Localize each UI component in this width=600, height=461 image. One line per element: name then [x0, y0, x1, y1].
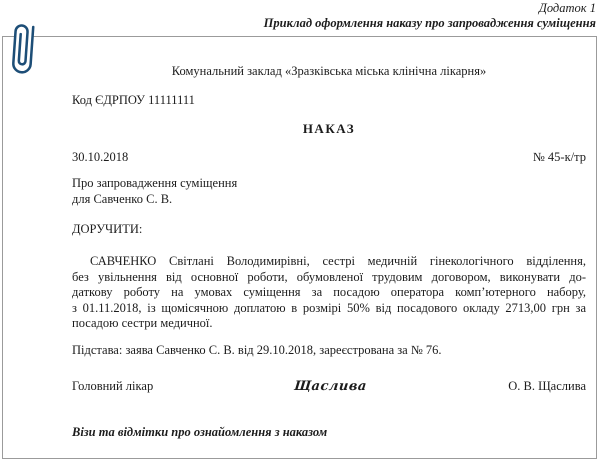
directive-heading: ДОРУЧИТИ:: [72, 222, 143, 236]
appendix-label: Додаток 1: [538, 1, 596, 15]
order-title: НАКАЗ: [302, 121, 356, 136]
body-line: з 01.11.2018, із щомісячною доплатою в розмірі 50% від посадового окладу 2713,00 грн за: [72, 300, 586, 315]
document-page: [2, 36, 597, 459]
signer-position: Головний лікар: [72, 378, 154, 393]
order-subject: [72, 176, 586, 207]
paperclip-icon: [5, 17, 41, 81]
order-date: 30.10.2018: [72, 150, 129, 164]
subject-line-1: Про запровадження суміщення: [72, 176, 238, 190]
footer-note: Візи та відмітки про ознайомлення з наказом: [72, 424, 328, 439]
body-line: САВЧЕНКО Світлані Володимирівні, сестрі медичній гінекологічного відділення,: [90, 254, 586, 268]
date-number-row: [72, 150, 586, 165]
signature-row: [72, 379, 586, 394]
subject-line-2: для Савченко С. В.: [72, 191, 173, 206]
signer-name: О. В. Щаслива: [508, 378, 586, 393]
body-line: посадою сестри медичної.: [72, 316, 213, 330]
order-body-paragraph: [72, 254, 586, 332]
handwritten-signature: Щаслива: [293, 378, 368, 394]
page-annotation: [264, 1, 596, 31]
organization-name: Комунальний заклад «Зразківська міська клінічна лікарня»: [171, 64, 487, 78]
example-caption: Приклад оформлення наказу про запровадження суміщення: [263, 16, 596, 30]
order-number: № 45-к/тр: [532, 150, 586, 164]
document-content: [3, 37, 596, 440]
body-line: без увільнення від основної роботи, обумовленої трудовим договором, виконувати до-: [72, 269, 586, 284]
edrpou-code: Код ЄДРПОУ 11111111: [72, 93, 195, 107]
basis-line: Підстава: заява Савченко С. В. від 29.10.2018, зареєстрована за № 76.: [72, 342, 442, 357]
body-line: даткову роботу на умовах суміщення за посадою оператора комп’ютерного набору,: [72, 285, 586, 299]
